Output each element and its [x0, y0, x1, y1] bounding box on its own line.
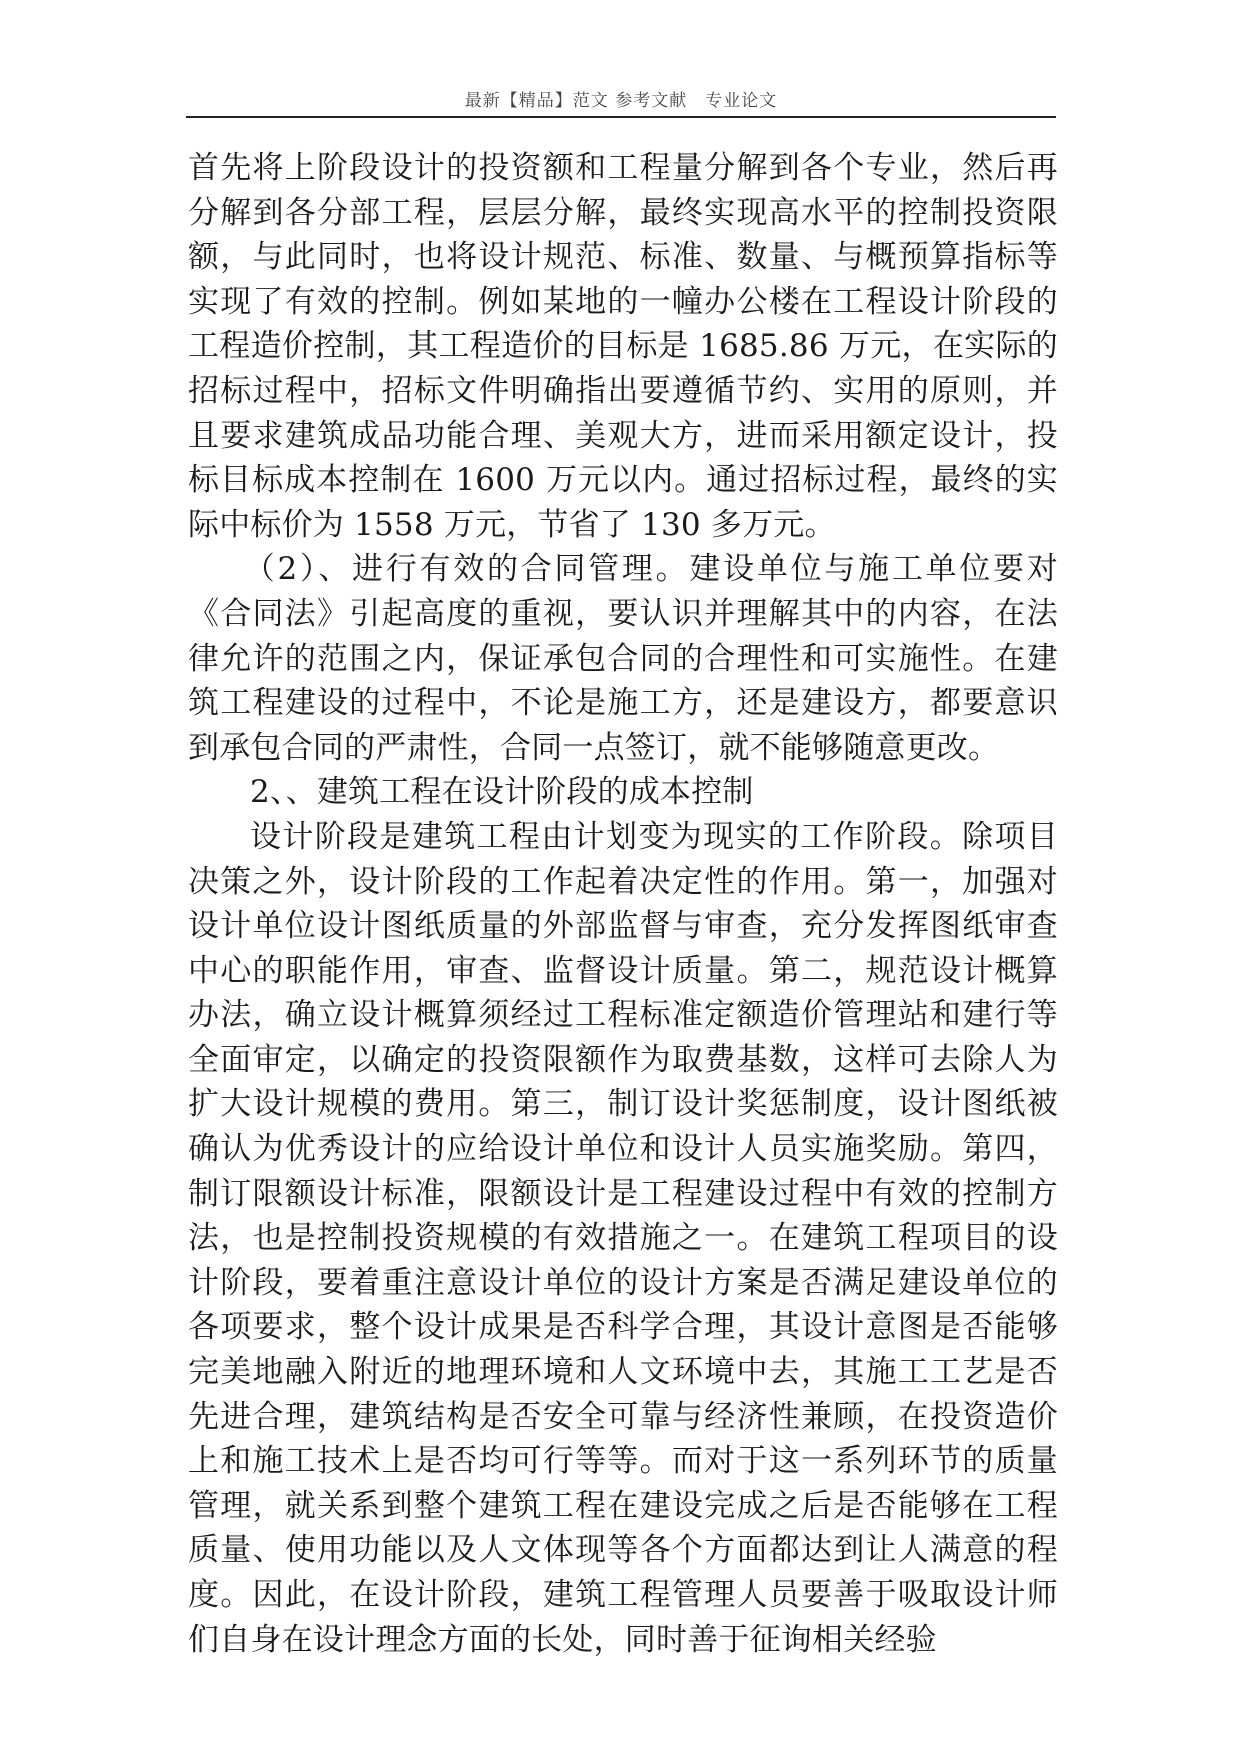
body-paragraph-2: （2）、进行有效的合同管理。建设单位与施工单位要对《合同法》引起高度的重视，要认识并理解其中的内容，在法律允许的范围之内，保证承包合同的合理性和可实施性。在建筑工程建设的过程中，不论是施工方，还是建设方，都要意识到承包合同的严肃性，合同一点签订，就不能够随意更改。: [188, 551, 1058, 766]
body-paragraph-1: 首先将上阶段设计的投资额和工程量分解到各个专业，然后再分解到各分部工程，层层分解，最终实现高水平的控制投资限额，与此同时，也将设计规范、标准、数量、与概预算指标等实现了有效的控制。例如某地的一幢办公楼在工程设计阶段的工程造价控制，其工程造价的目标是 1685.86 万元，在实际的招标过程中，招标文件明确指出要遵循节约、实用的原则，并且要求建筑成品功能合理、美观大方，进而采用额定设计，投标目标成本控制在 1600 万元以内。通过招标过程，最终的实际中标价为 1558 万元，节省了 130 多万元。: [188, 150, 1058, 543]
header-divider: [186, 116, 1056, 118]
page-header: 最新【精品】范文 参考文献 专业论文: [464, 91, 778, 111]
body-paragraph-3: 设计阶段是建筑工程由计划变为现实的工作阶段。除项目决策之外，设计阶段的工作起着决定性的作用。第一，加强对设计单位设计图纸质量的外部监督与审查，充分发挥图纸审查中心的职能作用，审查、监督设计质量。第二，规范设计概算办法，确立设计概算须经过工程标准定额造价管理站和建行等全面审定，以确定的投资限额作为取费基数，这样可去除人为扩大设计规模的费用。第三，制订设计奖惩制度，设计图纸被确认为优秀设计的应给设计单位和设计人员实施奖励。第四，制订限额设计标准，限额设计是工程建设过程中有效的控制方法，也是控制投资规模的有效措施之一。在建筑工程项目的设计阶段，要着重注意设计单位的设计方案是否满足建设单位的各项要求，整个设计成果是否科学合理，其设计意图是否能够完美地融入附近的地理环境和人文环境中去，其施工工艺是否先进合理，建筑结构是否安全可靠与经济性兼顾，在投资造价上和施工技术上是否均可行等等。而对于这一系列环节的质量管理，就关系到整个建筑工程在建设完成之后是否能够在工程质量、使用功能以及人文体现等各个方面都达到让人满意的程度。因此，在设计阶段，建筑工程管理人员要善于吸取设计师们自身在设计理念方面的长处，同时善于征询相关经验: [188, 818, 1058, 1658]
document-body: [188, 146, 1058, 1662]
section-heading: 2、、建筑工程在设计阶段的成本控制: [250, 774, 754, 811]
